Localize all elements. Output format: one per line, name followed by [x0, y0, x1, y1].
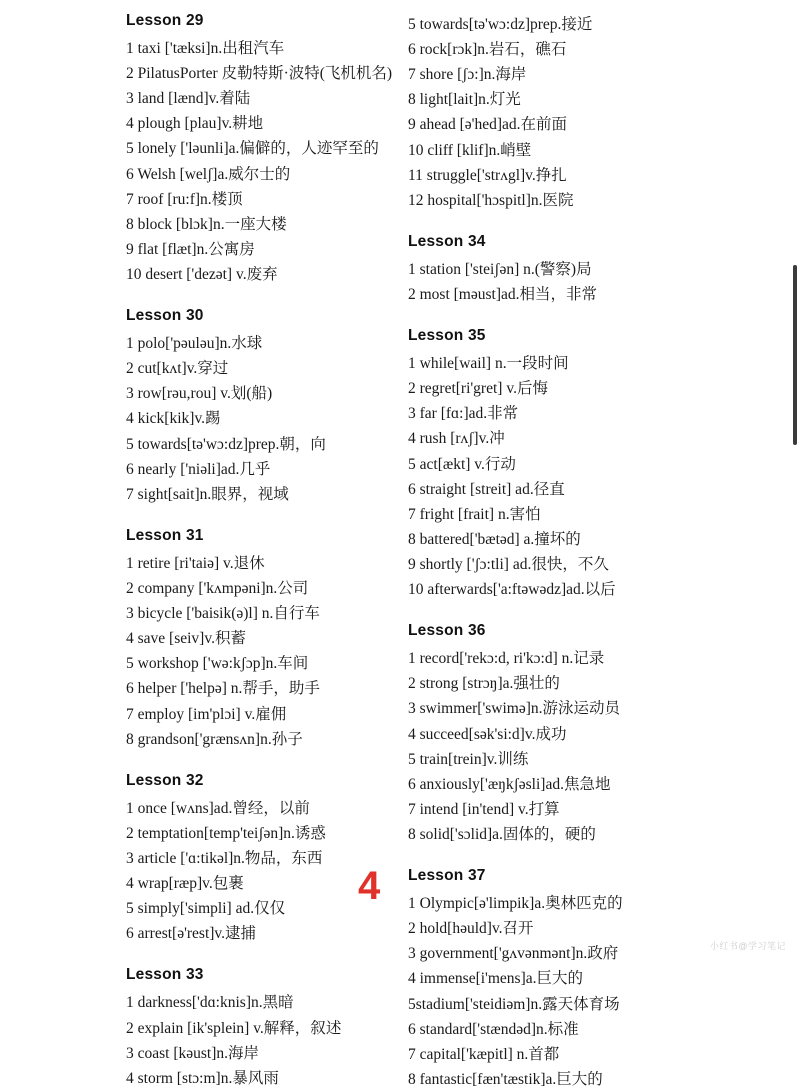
vocab-entry: 2 explain [ik'splein] v.解释，叙述: [126, 1019, 342, 1037]
vocab-entry: 6 straight [streit] ad.径直: [408, 480, 565, 498]
vocab-entry: 3 coast [kəust]n.海岸: [126, 1044, 260, 1062]
vocab-entry: 7 sight[sait]n.眼界，视域: [126, 485, 289, 503]
vocab-entry: 10 cliff [klif]n.峭壁: [408, 141, 532, 159]
vocab-entry: 5 train[trein]v.训练: [408, 750, 529, 768]
vocab-entry: 11 struggle['strʌgl]v.挣扎: [408, 166, 567, 184]
vocab-entry: 2 temptation[temp'teiʃən]n.诱惑: [126, 824, 326, 842]
lesson-title: Lesson 36: [408, 622, 486, 640]
vocab-entry: 12 hospital['hɔspitl]n.医院: [408, 191, 574, 209]
vocab-entry: 1 retire [ri'taiə] v.退休: [126, 554, 265, 572]
lesson-block-continued: [408, 12, 782, 213]
vocab-entry: 4 rush [rʌʃ]v.冲: [408, 430, 505, 448]
vocab-entry: 2 hold[həuld]v.召开: [408, 920, 534, 938]
vocab-entry: 5 act[ækt] v.行动: [408, 455, 516, 473]
vocab-entry: 5 simply['simpli] ad.仅仅: [126, 900, 286, 918]
lesson-block: [126, 966, 400, 1090]
vocab-entry: 8 fantastic[fæn'tæstik]a.巨大的: [408, 1070, 603, 1088]
lesson-title: Lesson 29: [126, 12, 204, 29]
vocab-entry: 9 flat [flæt]n.公寓房: [126, 240, 255, 258]
lesson-title: Lesson 31: [126, 526, 204, 544]
lesson-block: [126, 527, 400, 752]
two-column-layout: [18, 12, 782, 1088]
vocab-entry: 1 taxi ['tæksi]n.出租汽车: [126, 40, 285, 57]
lesson-title: Lesson 37: [408, 867, 486, 885]
lesson-title: Lesson 33: [126, 966, 204, 984]
lesson-block: [408, 867, 782, 1092]
vocab-entry: 3 row[rəu,rou] v.划(船): [126, 385, 273, 403]
vocab-entry: 4 succeed[sək'si:d]v.成功: [408, 725, 567, 743]
vocab-entry: 5stadium['steidiəm]n.露天体育场: [408, 995, 620, 1013]
watermark-text: 小红书@学习笔记: [709, 941, 786, 951]
vocab-entry: 6 helper ['helpə] n.帮手，助手: [126, 680, 320, 698]
vocab-entry: 1 Olympic[ə'limpik]a.奥林匹克的: [408, 895, 623, 913]
vocab-entry: 3 land [lænd]v.着陆: [126, 90, 251, 108]
lesson-title: Lesson 30: [126, 307, 204, 325]
vocab-entry: 1 polo['pəuləu]n.水球: [126, 335, 263, 353]
lesson-title: Lesson 32: [126, 771, 204, 789]
vocab-entry: 3 government['gʌvənmənt]n.政府: [408, 945, 619, 963]
vocab-entry: 8 solid['sɔlid]a.固体的，硬的: [408, 825, 596, 843]
vocab-entry: 1 once [wʌns]ad.曾经，以前: [126, 799, 310, 817]
vocab-entry: 7 employ [im'plɔi] v.雇佣: [126, 705, 287, 723]
vocab-entry: 5 lonely ['ləunli]a.偏僻的，人迹罕至的: [126, 140, 379, 158]
vocab-entry: 9 ahead [ə'hed]ad.在前面: [408, 116, 568, 134]
vocab-entry: 9 shortly ['ʃɔ:tli] ad.很快，不久: [408, 555, 609, 573]
lesson-block: [126, 12, 400, 287]
vocab-entry: 7 shore [ʃɔ:]n.海岸: [408, 66, 527, 84]
vocab-entry: 6 rock[rɔk]n.岩石，礁石: [408, 41, 567, 59]
lesson-block: [126, 772, 400, 947]
vocab-entry: 8 block [blɔk]n.一座大楼: [126, 215, 287, 233]
vocab-entry: 5 towards[tə'wɔ:dz]prep.接近: [408, 16, 593, 33]
vocab-entry: 3 swimmer['swimə]n.游泳运动员: [408, 700, 621, 718]
vocab-entry: 6 nearly ['niəli]ad.几乎: [126, 460, 271, 478]
vocab-entry: 10 desert ['dezət] v.废弃: [126, 265, 278, 283]
vocab-entry: 2 PilatusPorter 皮勒特斯·波特(飞机机名): [126, 65, 393, 83]
vocab-entry: 8 light[lait]n.灯光: [408, 91, 521, 109]
lesson-title: Lesson 34: [408, 232, 486, 250]
lesson-block: [408, 327, 782, 602]
vocab-entry: 6 Welsh [welʃ]a.威尔士的: [126, 165, 291, 183]
vocab-entry: 4 wrap[ræp]v.包裹: [126, 875, 244, 893]
vocab-entry: 10 afterwards['a:ftəwədz]ad.以后: [408, 581, 616, 599]
vocab-entry: 2 company ['kʌmpəni]n.公司: [126, 579, 309, 597]
page-number: 4: [358, 864, 381, 908]
vocab-entry: 7 fright [frait] n.害怕: [408, 505, 541, 523]
vocab-entry: 1 while[wail] n.一段时间: [408, 355, 569, 373]
vocab-entry: 2 cut[kʌt]v.穿过: [126, 360, 229, 378]
vocab-entry: 1 record['rekɔ:d, ri'kɔ:d] n.记录: [408, 650, 605, 668]
right-column: [400, 12, 782, 1088]
vocab-entry: 5 workshop ['wə:kʃɔp]n.车间: [126, 655, 309, 673]
vocab-entry: 4 storm [stɔ:m]n.暴风雨: [126, 1069, 279, 1087]
lesson-block: [126, 307, 400, 507]
vocab-entry: 7 roof [ru:f]n.楼顶: [126, 190, 243, 208]
scrollbar-thumb[interactable]: [793, 265, 797, 445]
vocab-entry: 8 battered['bætəd] a.撞坏的: [408, 530, 581, 548]
vocab-entry: 6 anxiously['æŋkʃəsli]ad.焦急地: [408, 775, 611, 793]
vocab-entry: 3 bicycle ['baisik(ə)l] n.自行车: [126, 605, 320, 623]
lesson-title: Lesson 35: [408, 327, 486, 345]
vocab-entry: 3 article ['ɑ:tikəl]n.物品，东西: [126, 849, 323, 867]
vocab-entry: 4 plough [plau]v.耕地: [126, 115, 264, 133]
vocab-entry: 7 capital['kæpitl] n.首都: [408, 1045, 560, 1063]
vocab-entry: 4 save [seiv]v.积蓄: [126, 630, 246, 648]
vocab-entry: 6 arrest[ə'rest]v.逮捕: [126, 925, 257, 943]
vocab-entry: 2 most [məust]ad.相当，非常: [408, 285, 597, 303]
vocab-entry: 7 intend [in'tend] v.打算: [408, 800, 560, 818]
vocab-entry: 4 kick[kik]v.踢: [126, 410, 221, 428]
vocab-entry: 1 darkness['dɑ:knis]n.黑暗: [126, 994, 294, 1012]
vocab-entry: 1 station ['steiʃən] n.(警察)局: [408, 260, 592, 278]
lesson-block: [408, 233, 782, 307]
vocab-entry: 6 standard['stændəd]n.标准: [408, 1020, 579, 1038]
vocab-entry: 5 towards[tə'wɔ:dz]prep.朝，向: [126, 435, 326, 453]
lesson-block: [408, 622, 782, 847]
vocab-entry: 2 regret[ri'gret] v.后悔: [408, 380, 548, 398]
left-column: [18, 12, 400, 1087]
vocab-entry: 2 strong [strɔŋ]a.强壮的: [408, 675, 560, 693]
vocab-entry: 4 immense[i'mens]a.巨大的: [408, 970, 583, 988]
vocab-entry: 3 far [fɑ:]ad.非常: [408, 405, 519, 423]
vocab-entry: 8 grandson['grænsʌn]n.孙子: [126, 730, 303, 748]
